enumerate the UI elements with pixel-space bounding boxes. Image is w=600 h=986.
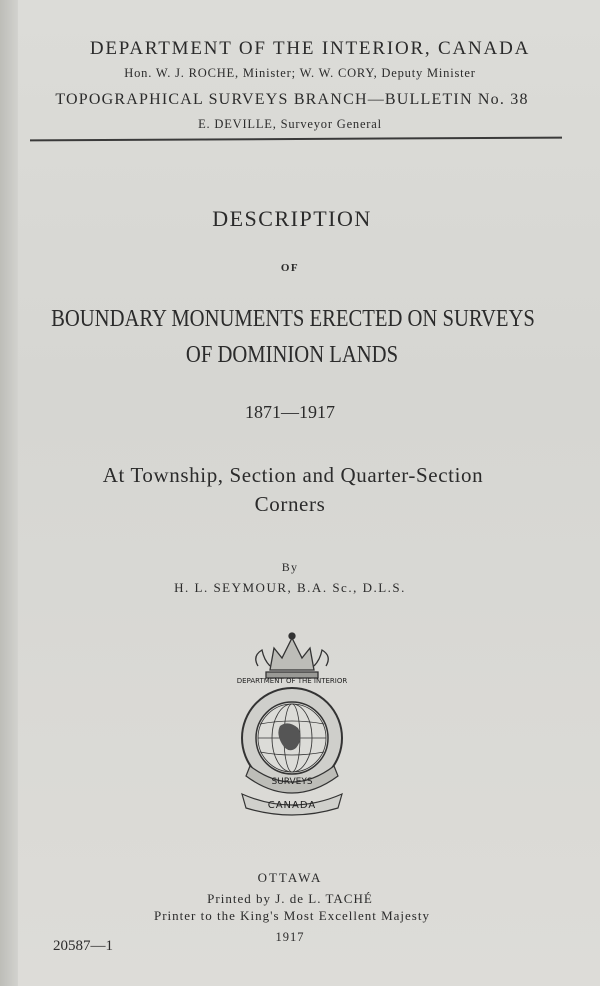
surveyor-general-line: E. DEVILLE, Surveyor General <box>198 117 382 131</box>
department-heading: DEPARTMENT OF THE INTERIOR, CANADA <box>89 38 531 59</box>
department-seal-emblem <box>232 626 352 816</box>
description-heading: DESCRIPTION <box>212 206 372 231</box>
header-rule <box>30 137 562 142</box>
main-title-line-2: OF DOMINION LANDS <box>185 342 399 368</box>
crown-icon <box>256 633 329 678</box>
imprint-printer: Printed by J. de L. TACHÉ <box>207 891 373 906</box>
seal-band-text: SURVEYS <box>271 777 313 787</box>
seal-ring-text: DEPARTMENT OF THE INTERIOR <box>236 677 348 685</box>
author-name: H. L. SEYMOUR, B.A. Sc., D.L.S. <box>174 580 406 595</box>
subtitle-line-1: At Township, Section and Quarter-Section <box>102 463 484 487</box>
of-connector: OF <box>280 262 300 274</box>
imprint-city: OTTAWA <box>257 870 323 885</box>
catalog-number: 20587—1 <box>53 938 113 954</box>
by-label: By <box>281 560 299 574</box>
main-title-line-1: BOUNDARY MONUMENTS ERECTED ON SURVEYS <box>51 306 535 332</box>
imprint-printer-title: Printer to the King's Most Excellent Majesty <box>154 908 430 923</box>
branch-bulletin-line: TOPOGRAPHICAL SURVEYS BRANCH—BULLETIN No. 38 <box>55 91 529 108</box>
imprint-year: 1917 <box>275 930 305 944</box>
subtitle-line-2: Corners <box>254 492 326 516</box>
year-range: 1871—1917 <box>245 402 335 422</box>
minister-line: Hon. W. J. ROCHE, Minister; W. W. CORY, Deputy Minister <box>124 66 476 80</box>
seal-banner-text: CANADA <box>267 800 317 811</box>
